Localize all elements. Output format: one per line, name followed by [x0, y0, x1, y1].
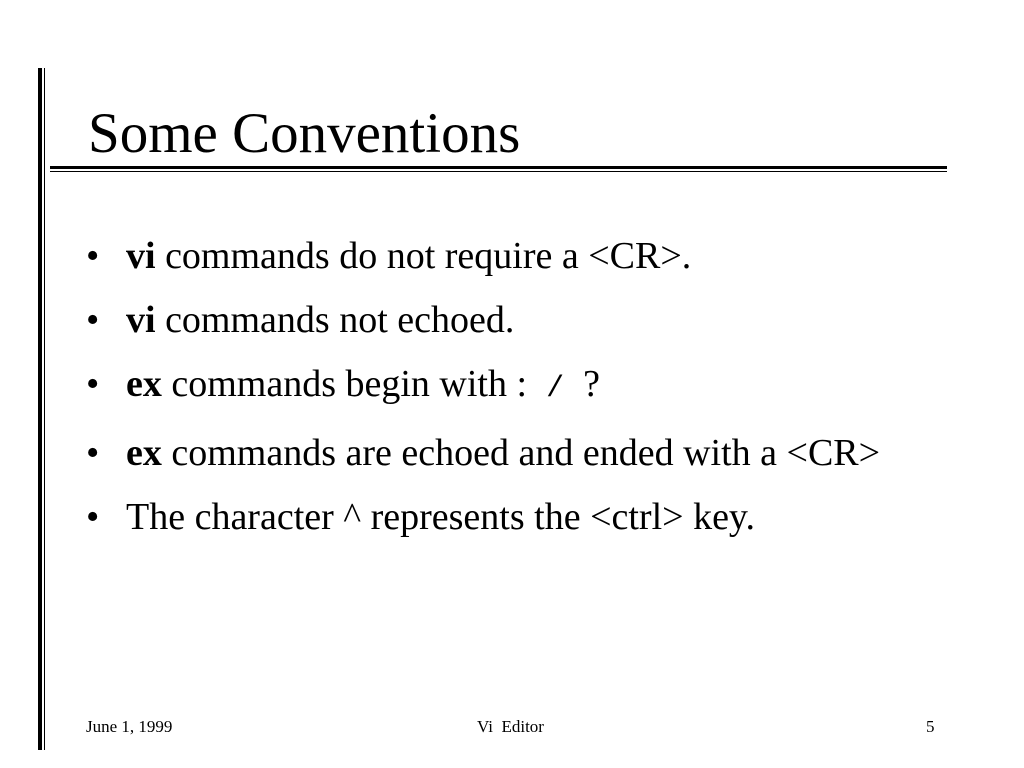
bullet-text: commands do not require a <CR>. — [155, 235, 692, 277]
bullet-marker: • — [86, 496, 100, 538]
bullet-keyword: vi — [126, 235, 156, 277]
bullet-item — [86, 427, 936, 480]
bullet-text: The character ^ represents the <ctrl> key. — [126, 496, 755, 538]
bullet-keyword: ex — [126, 363, 162, 405]
footer-date: June 1, 1999 — [86, 717, 173, 736]
left-vertical-rule-thin — [44, 68, 45, 750]
slide-title: Some Conventions — [88, 102, 521, 165]
title-underline-thick — [50, 166, 947, 169]
left-vertical-rule — [38, 68, 42, 750]
bullet-keyword: ex — [126, 432, 162, 474]
bullet-keyword: vi — [126, 299, 156, 341]
bullet-text-after: ? — [564, 363, 600, 405]
footer-title: Vi Editor — [477, 717, 544, 736]
bullet-text: commands not echoed. — [155, 299, 515, 341]
bullet-text: commands are echoed and ended with a <CR> — [161, 432, 881, 474]
title-underline-thin — [50, 171, 947, 172]
bullet-item — [86, 358, 936, 416]
bullet-marker: • — [86, 299, 100, 341]
bullet-item — [86, 294, 936, 347]
footer-page-number: 5 — [926, 717, 935, 736]
bullet-text: commands begin with : — [161, 363, 547, 405]
bullet-marker: • — [86, 235, 100, 277]
bullet-list — [86, 230, 936, 555]
bullet-item — [86, 230, 936, 283]
bullet-item — [86, 491, 936, 544]
bullet-marker: • — [86, 432, 100, 474]
bullet-marker: • — [86, 363, 100, 405]
slash-character: / — [546, 372, 565, 406]
